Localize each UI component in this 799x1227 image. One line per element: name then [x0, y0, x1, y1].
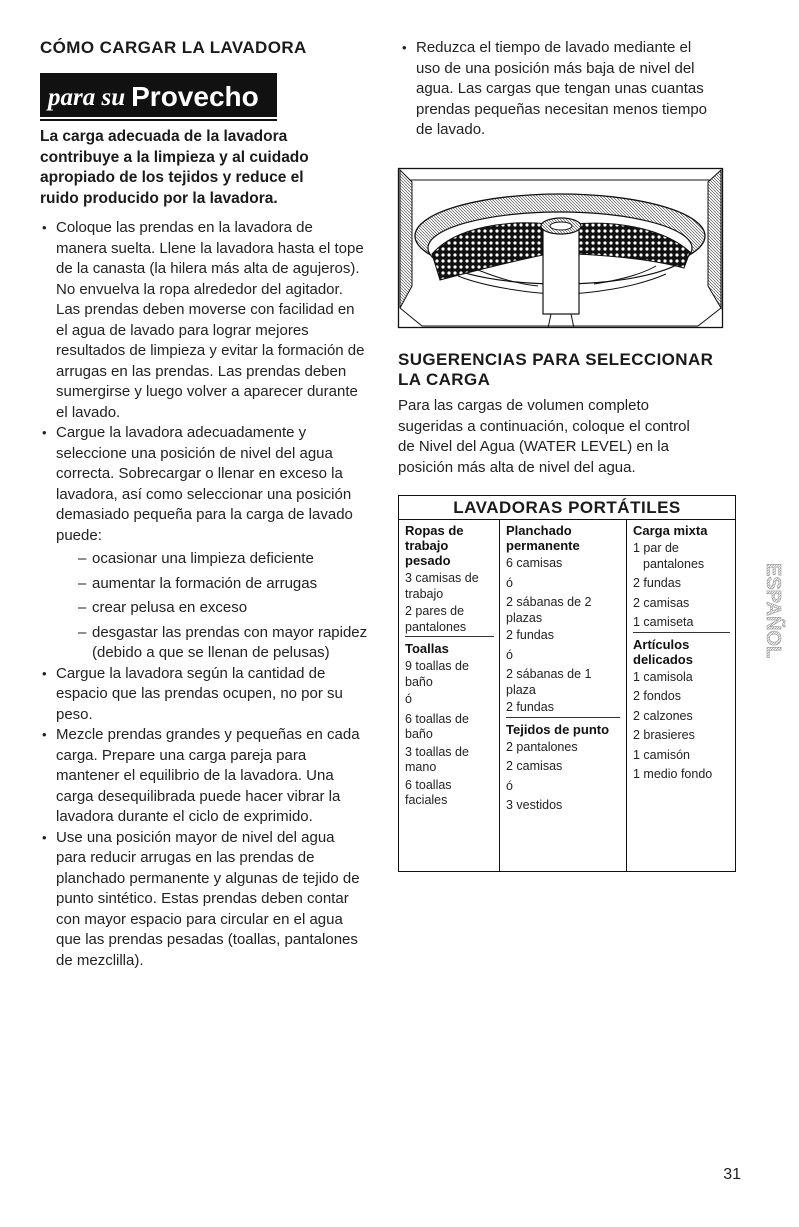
intro-paragraph: La carga adecuada de la lavadora contribuye a la limpieza y al cuidado apropiado de los tejidos y reduce el ruido producido por la lavadora. — [40, 128, 309, 207]
table-column-permanent-press-knits: Planchado permanente 6 camisas ó 2 sábanas de 2 plazas 2 fundas ó 2 sábanas de 1 plaza 2 fundas Tejidos de punto 2 pantalones 2 camisas ó 3 vestidos — [500, 520, 625, 871]
list-item: • Mezcle prendas grandes y pequeñas en cada carga. Prepare una carga pareja para mantener el equilibrio de la lavadora. Una carga desequilibrada puede hacer vibrar la lavadora durante el ciclo de exprimido. — [38, 725, 383, 828]
table-heading: Planchado permanente — [506, 523, 580, 553]
list-item: • Cargue la lavadora adecuadamente y seleccione una posición de nivel del agua correcta. Sobrecargar o llenar en exceso la lavadora, así como seleccionar una posición demasiado pequeña para la carga de lavado puede: – ocasionar una limpieza deficiente – aumentar la formación de arrugas – crear pelusa en exceso – desgastar las prendas con mayor rapidez (debido a que se llenan de pelusas) — [38, 423, 383, 664]
list-item: • Cargue la lavadora según la cantidad de espacio que las prendas ocupen, no por su peso. — [38, 664, 383, 726]
wash-time-tip — [398, 38, 743, 141]
svg-text:ESPAÑOL: ESPAÑOL — [762, 563, 784, 659]
list-item: – ocasionar una limpieza deficiente — [78, 549, 383, 570]
portable-washers-table — [398, 495, 736, 872]
para-su-provecho-logo — [40, 73, 277, 117]
list-item: • Reduzca el tiempo de lavado mediante el uso de una posición más baja de nivel del agua. Las cargas que tengan unas cuantas prendas pequeñas necesitan menos tiempo de lavado. — [398, 38, 743, 141]
table-heading: Artículos delicados — [633, 636, 693, 667]
list-item: – crear pelusa en exceso — [78, 598, 383, 619]
table-heading: Toallas — [405, 641, 449, 656]
list-item: – desgastar las prendas con mayor rapidez (debido a que se llenan de pelusas) — [78, 623, 383, 664]
washer-tub-illustration — [398, 168, 723, 328]
consequences-list — [56, 549, 383, 664]
loading-tips-list — [38, 218, 383, 971]
table-title: LAVADORAS PORTÁTILES — [399, 496, 735, 520]
logo-text-provecho: Provecho — [131, 81, 259, 112]
list-item: – aumentar la formación de arrugas — [78, 574, 383, 595]
page-title: CÓMO CARGAR LA LAVADORA — [40, 38, 307, 57]
list-item: • Coloque las prendas en la lavadora de manera suelta. Llene la lavadora hasta el tope de la canasta (la hilera más alta de agujeros). No envuelva la ropa alrededor del agitador. Las prendas deben moverse con facilidad en el agua de lavado para lograr mejores resultados de limpieza y evitar la formación de arrugas en las prendas. Las prendas deben sumergirse y luego volver a aparecer durante el lavado. — [38, 218, 383, 423]
table-column-mixed-delicates: Carga mixta 1 par de pantalones 2 fundas 2 camisas 1 camiseta Artículos delicados 1 camisola 2 fondos 2 calzones 2 brasieres 1 camisón 1 medio fondo — [627, 520, 735, 871]
table-column-work-towels: Ropas de trabajo pesado 3 camisas de trabajo 2 pares de pantalones Toallas 9 toallas de baño ó 6 toallas de baño 3 toallas de mano 6 toallas faciales — [399, 520, 499, 871]
table-heading: Carga mixta — [633, 523, 708, 538]
logo-underline — [40, 119, 277, 121]
language-tab-espanol — [758, 563, 784, 753]
page-number: 31 — [723, 1166, 741, 1183]
list-item: • Use una posición mayor de nivel del agua para reducir arrugas en las prendas de planchado permanente y algunas de tejido de punto sintético. Estas prendas deben contar con mayor espacio para circular en el agua que las prendas pesadas (toallas, pantalones de mezclilla). — [38, 828, 383, 972]
table-heading: Ropas de trabajo pesado — [405, 523, 464, 568]
section-heading: SUGERENCIAS PARA SELECCIONAR LA CARGA — [398, 350, 714, 389]
table-heading: Tejidos de punto — [506, 721, 610, 737]
logo-text-para-su: para su — [48, 84, 126, 111]
load-suggestion-paragraph: Para las cargas de volumen completo sugeridas a continuación, coloque el control de Nivel del Agua (WATER LEVEL) en la posición más alta de nivel del agua. — [398, 397, 690, 476]
